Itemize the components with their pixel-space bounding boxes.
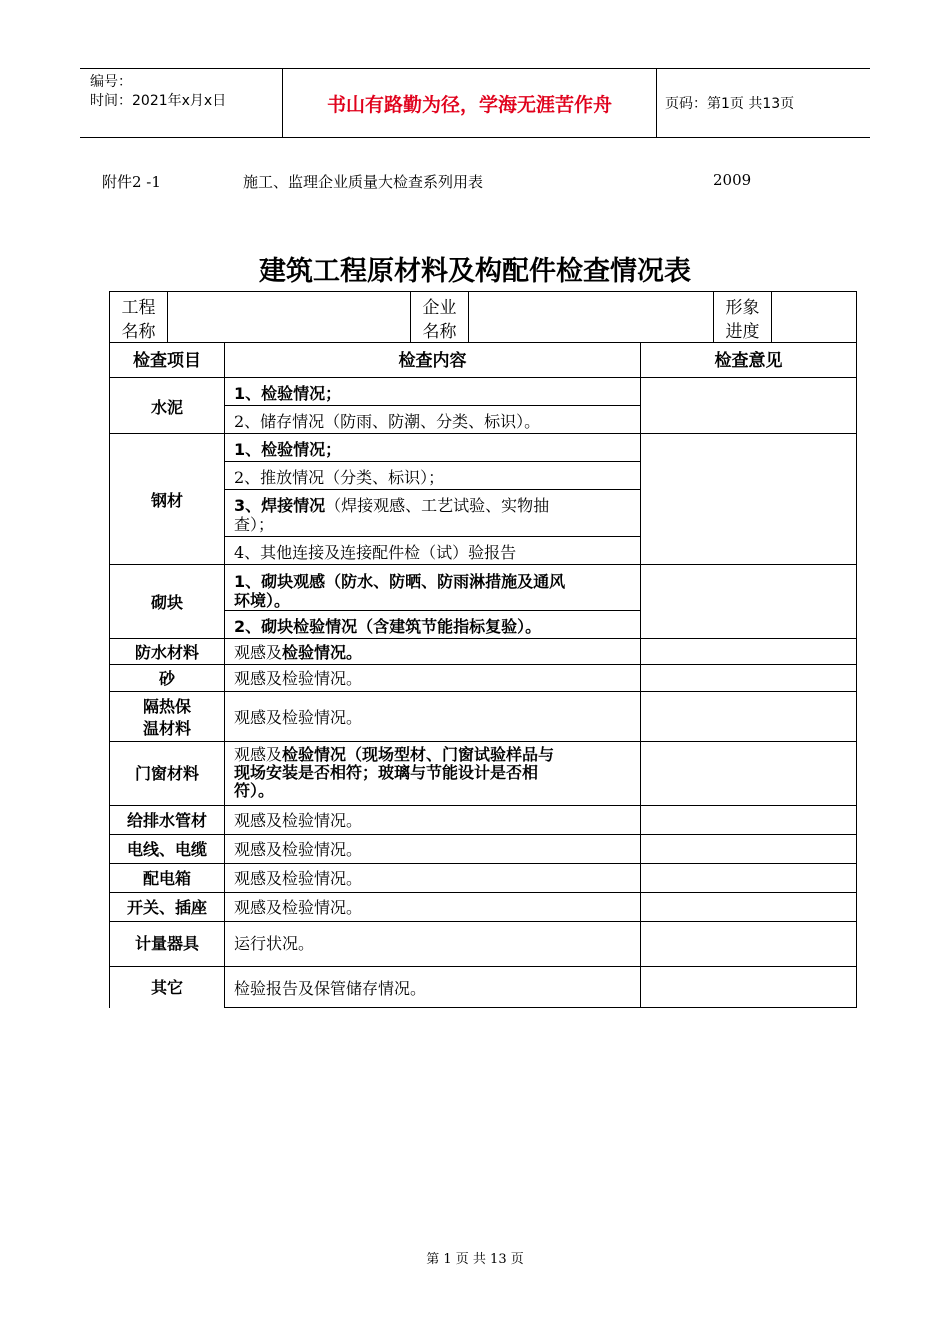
motto: 书山有路勤为径，学海无涯苦作舟 [282,69,657,137]
column-header-content: 检查内容 [398,351,467,371]
row-steel-content-4: 4、其他连接及连接配件检（试）验报告 [234,543,517,562]
row-distribution-box-content: 观感及检验情况。 [234,869,363,888]
time-text: 时间：2021年x月x日 [90,93,227,109]
progress-field[interactable] [772,292,856,342]
page-header [80,68,870,138]
row-pipes-name: 给排水管材 [126,811,207,830]
year: 2009 [713,171,752,189]
page-indicator: 页码：第1页 共13页 [665,96,795,112]
row-block-name: 砌块 [150,593,183,612]
row-insulation-content: 观感及检验情况。 [234,708,363,727]
row-cement-content-2: 2、储存情况（防雨、防潮、分类、标识）。 [234,412,541,431]
row-wires-content: 观感及检验情况。 [234,840,363,859]
number-label: 编号： [90,74,132,90]
row-steel-content-2: 2、推放情况（分类、标识）； [234,468,445,487]
company-name-field[interactable] [469,292,713,342]
page-title: 建筑工程原材料及构配件检查情况表 [259,256,691,287]
page-footer: 第 1 页 共 13 页 [426,1252,524,1267]
row-cement-content-1: 1、检验情况； [234,384,342,403]
row-switches-content: 观感及检验情况。 [234,898,363,917]
row-pipes-content: 观感及检验情况。 [234,811,363,830]
row-wires-name: 电线、电缆 [126,840,207,859]
row-cement-name: 水泥 [150,398,183,417]
column-header-item: 检查项目 [133,351,201,371]
row-others-name: 其它 [150,978,183,997]
project-name-label: 工程 名称 [121,298,156,342]
header-left [80,69,282,137]
row-steel-content-1: 1、检验情况； [234,440,342,459]
row-door-window-name: 门窗材料 [134,764,199,783]
row-steel-name: 钢材 [150,491,183,510]
row-steel-content-3: 3、焊接情况（焊接观感、工艺试验、实物抽 查）； [234,496,550,534]
row-meters-name: 计量器具 [134,934,199,953]
project-name-field[interactable] [168,292,410,342]
progress-label: 形象 进度 [725,298,760,342]
company-name-label: 企业 名称 [422,298,457,342]
row-waterproof-content: 观感及检验情况。 [234,643,363,662]
row-block-content-1: 1、砌块观感（防水、防晒、防雨淋措施及通风 环境）。 [234,572,566,610]
row-others-content: 检验报告及保管储存情况。 [234,979,427,998]
row-insulation-name: 隔热保 温材料 [142,697,191,738]
row-meters-content: 运行状况。 [234,934,315,953]
row-sand-name: 砂 [158,669,175,688]
row-door-window-content: 观感及检验情况（现场型材、门窗试验样品与 现场安装是否相符；玻璃与节能设计是否相 符）。 [234,745,555,800]
row-block-content-2: 2、砌块检验情况（含建筑节能指标复验）。 [234,617,542,636]
form-series: 施工、监理企业质量大检查系列用表 [243,173,484,191]
row-sand-content: 观感及检验情况。 [234,669,363,688]
column-header-opinion: 检查意见 [714,351,783,371]
row-waterproof-name: 防水材料 [134,643,199,662]
row-switches-name: 开关、插座 [126,898,207,917]
attachment-number: 附件2 -1 [102,173,161,191]
row-distribution-box-name: 配电箱 [142,869,191,888]
